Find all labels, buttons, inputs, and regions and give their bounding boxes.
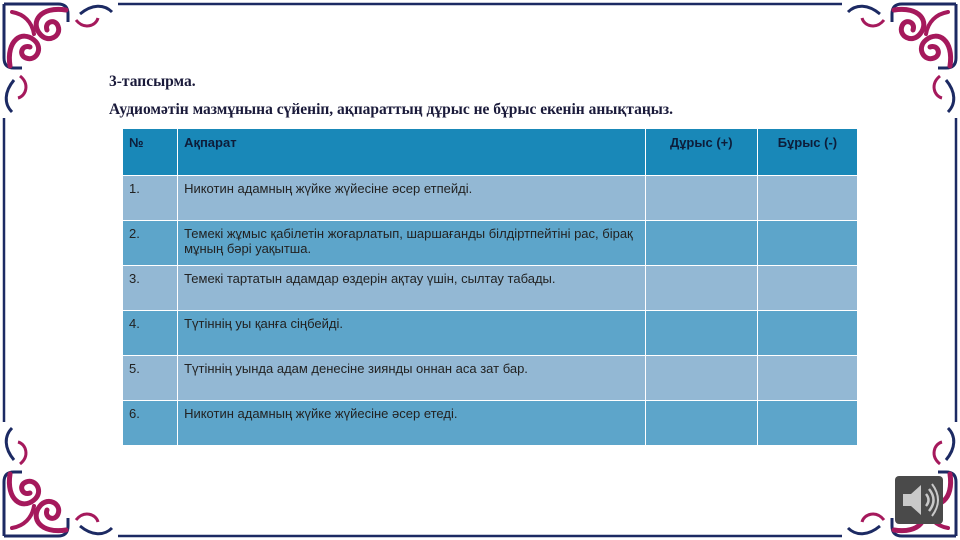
row-number: 2. <box>123 221 178 266</box>
row-statement: Темекі жұмыс қабілетін жоғарлатып, шаршағанды білдіртпейтіні рас, бірақ мұның бәрі уақытша. <box>178 221 646 266</box>
row-wrong-cell[interactable] <box>757 176 857 221</box>
header-correct: Дұрыс (+) <box>645 129 757 176</box>
row-wrong-cell[interactable] <box>757 401 857 446</box>
row-statement: Түтіннің уында адам денесіне зиянды оннан аса зат бар. <box>178 356 646 401</box>
row-wrong-cell[interactable] <box>757 311 857 356</box>
ornament-icon-top-right <box>848 4 956 112</box>
row-correct-cell[interactable] <box>645 221 757 266</box>
row-wrong-cell[interactable] <box>757 266 857 311</box>
row-correct-cell[interactable] <box>645 176 757 221</box>
table-row <box>123 176 858 221</box>
table-row <box>123 401 858 446</box>
slide-heading <box>109 68 673 124</box>
row-correct-cell[interactable] <box>645 311 757 356</box>
header-wrong: Бұрыс (-) <box>757 129 857 176</box>
task-instruction: Аудиомәтін мазмұнына сүйеніп, ақпараттың дұрыс не бұрыс екенін анықтаңыз. <box>109 101 673 118</box>
table-header-row <box>123 129 858 176</box>
row-number: 6. <box>123 401 178 446</box>
row-number: 4. <box>123 311 178 356</box>
row-correct-cell[interactable] <box>645 401 757 446</box>
row-number: 5. <box>123 356 178 401</box>
header-number: № <box>123 129 178 176</box>
audio-button[interactable] <box>895 476 943 524</box>
table-row <box>123 266 858 311</box>
row-statement: Никотин адамның жүйке жүйесіне әсер етпейді. <box>178 176 646 221</box>
row-statement: Темекі тартатын адамдар өздерін ақтау үшін, сылтау табады. <box>178 266 646 311</box>
table-row <box>123 356 858 401</box>
row-correct-cell[interactable] <box>645 356 757 401</box>
task-label: 3-тапсырма. <box>109 73 196 90</box>
row-correct-cell[interactable] <box>645 266 757 311</box>
header-info: Ақпарат <box>178 129 646 176</box>
row-wrong-cell[interactable] <box>757 356 857 401</box>
ornament-icon-top-left <box>4 4 112 112</box>
speaker-icon <box>895 476 943 524</box>
row-wrong-cell[interactable] <box>757 221 857 266</box>
table-row <box>123 311 858 356</box>
row-statement: Түтіннің уы қанға сіңбейді. <box>178 311 646 356</box>
table-row <box>123 221 858 266</box>
ornament-icon-bottom-left <box>4 428 112 536</box>
row-statement: Никотин адамның жүйке жүйесіне әсер етеді. <box>178 401 646 446</box>
true-false-table <box>122 128 858 446</box>
row-number: 1. <box>123 176 178 221</box>
row-number: 3. <box>123 266 178 311</box>
